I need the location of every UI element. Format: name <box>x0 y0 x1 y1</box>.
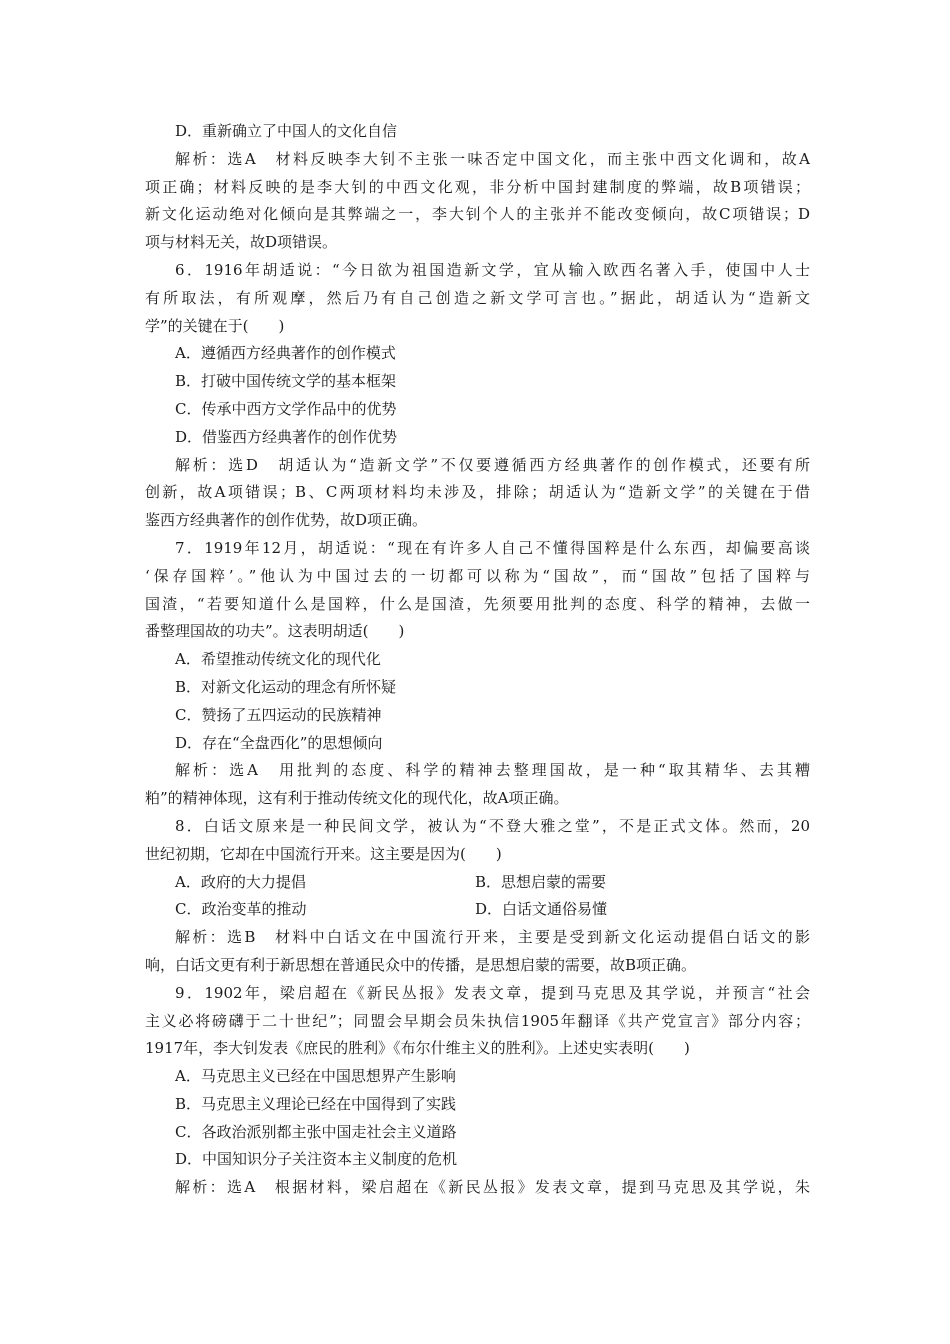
option-d-q7: D．存在“全盘西化”的思想倾向 <box>175 733 383 752</box>
option-d-q6: D．借鉴西方经典著作的创作优势 <box>175 427 398 446</box>
option-c-q9: C．各政治派别都主张中国走社会主义道路 <box>175 1122 457 1141</box>
option-c-q6: C．传承中西方文学作品中的优势 <box>175 399 397 418</box>
question-8-line2: 世纪初期，它却在中国流行开来。这主要是因为( ) <box>145 844 502 863</box>
analysis-q5-line3: 新文化运动绝对化倾向是其弊端之一，李大钊个人的主张并不能改变倾向，故C项错误；D <box>145 205 810 224</box>
question-6-line1: 6．1916年胡适说：“今日欲为祖国造新文学，宜从输入欧西名著入手，使国中人士 <box>175 260 810 279</box>
question-7-line1: 7．1919年12月，胡适说：“现在有许多人自己不懂得国粹是什么东西，却偏要高谈 <box>175 538 810 557</box>
question-6-line3: 学”的关键在于( ) <box>145 316 285 335</box>
question-7-line2: ‘保存国粹’。”他认为中国过去的一切都可以称为“国故”，而“国故”包括了国粹与 <box>145 566 810 585</box>
question-8-line1: 8．白话文原来是一种民间文学，被认为“不登大雅之堂”，不是正式文体。然而，20 <box>175 816 810 835</box>
option-d-q5: D．重新确立了中国人的文化自信 <box>175 122 398 140</box>
analysis-q5-line1: 解析：选A 材料反映李大钊不主张一味否定中国文化，而主张中西文化调和，故A <box>175 149 810 168</box>
question-9-line2: 主义必将磅礴于二十世纪”；同盟会早期会员朱执信1905年翻译《共产党宣言》部分内容； <box>145 1011 810 1030</box>
analysis-q7-line1: 解析：选A 用批判的态度、科学的精神去整理国故，是一种“取其精华、去其糟 <box>175 761 810 780</box>
options-ab-q8 <box>145 869 810 897</box>
analysis-q9-line1: 解析：选A 根据材料，梁启超在《新民丛报》发表文章，提到马克思及其学说，朱 <box>175 1178 810 1197</box>
option-b-q7: B．对新文化运动的理念有所怀疑 <box>175 677 397 696</box>
analysis-q6-line2: 创新，故A项错误；B、C两项材料均未涉及，排除；胡适认为“造新文学”的关键在于借 <box>145 483 810 502</box>
option-d-q9: D．中国知识分子关注资本主义制度的危机 <box>175 1150 458 1169</box>
option-b-q9: B．马克思主义理论已经在中国得到了实践 <box>175 1094 457 1113</box>
option-d-q8: D．白话文通俗易懂 <box>475 900 608 919</box>
question-9-line1: 9．1902年，梁启超在《新民丛报》发表文章，提到马克思及其学说，并预言“社会 <box>175 983 810 1002</box>
question-6-line2: 有所取法，有所观摩，然后乃有自己创造之新文学可言也。”据此，胡适认为“造新文 <box>145 288 810 307</box>
analysis-q7-line2: 粕”的精神体现，这有利于推动传统文化的现代化，故A项正确。 <box>145 789 569 808</box>
option-a-q6: A．遵循西方经典著作的创作模式 <box>175 344 396 363</box>
analysis-q8-line1: 解析：选B 材料中白话文在中国流行开来，主要是受到新文化运动提倡白话文的影 <box>175 928 810 947</box>
option-c-q8: C．政治变革的推动 <box>175 900 307 919</box>
analysis-q5-line2: 项正确；材料反映的是李大钊的中西文化观，非分析中国封建制度的弊端，故B项错误； <box>145 177 810 196</box>
question-7-line4: 番整理国故的功夫”。这表明胡适( ) <box>145 622 405 641</box>
option-a-q8: A．政府的大力提倡 <box>175 872 306 891</box>
analysis-q5-line4: 项与材料无关，故D项错误。 <box>145 233 338 252</box>
analysis-q6-line3: 鉴西方经典著作的创作优势，故D项正确。 <box>145 511 428 530</box>
question-9-line3: 1917年，李大钊发表《庶民的胜利》《布尔什维主义的胜利》。上述史实表明( ) <box>145 1039 690 1058</box>
option-a-q9: A．马克思主义已经在中国思想界产生影响 <box>175 1067 456 1086</box>
analysis-q8-line2: 响，白话文更有利于新思想在普通民众中的传播，是思想启蒙的需要，故B项正确。 <box>145 955 697 974</box>
options-cd-q8 <box>145 896 810 924</box>
page-content <box>145 118 810 1202</box>
option-a-q7: A．希望推动传统文化的现代化 <box>175 650 381 669</box>
option-b-q6: B．打破中国传统文学的基本框架 <box>175 372 397 391</box>
question-7-line3: 国渣，“若要知道什么是国粹，什么是国渣，先须要用批判的态度、科学的精神，去做一 <box>145 594 810 613</box>
analysis-q6-line1: 解析：选D 胡适认为“造新文学”不仅要遵循西方经典著作的创作模式，还要有所 <box>175 455 810 474</box>
option-c-q7: C．赞扬了五四运动的民族精神 <box>175 705 382 724</box>
option-b-q8: B．思想启蒙的需要 <box>475 872 607 891</box>
